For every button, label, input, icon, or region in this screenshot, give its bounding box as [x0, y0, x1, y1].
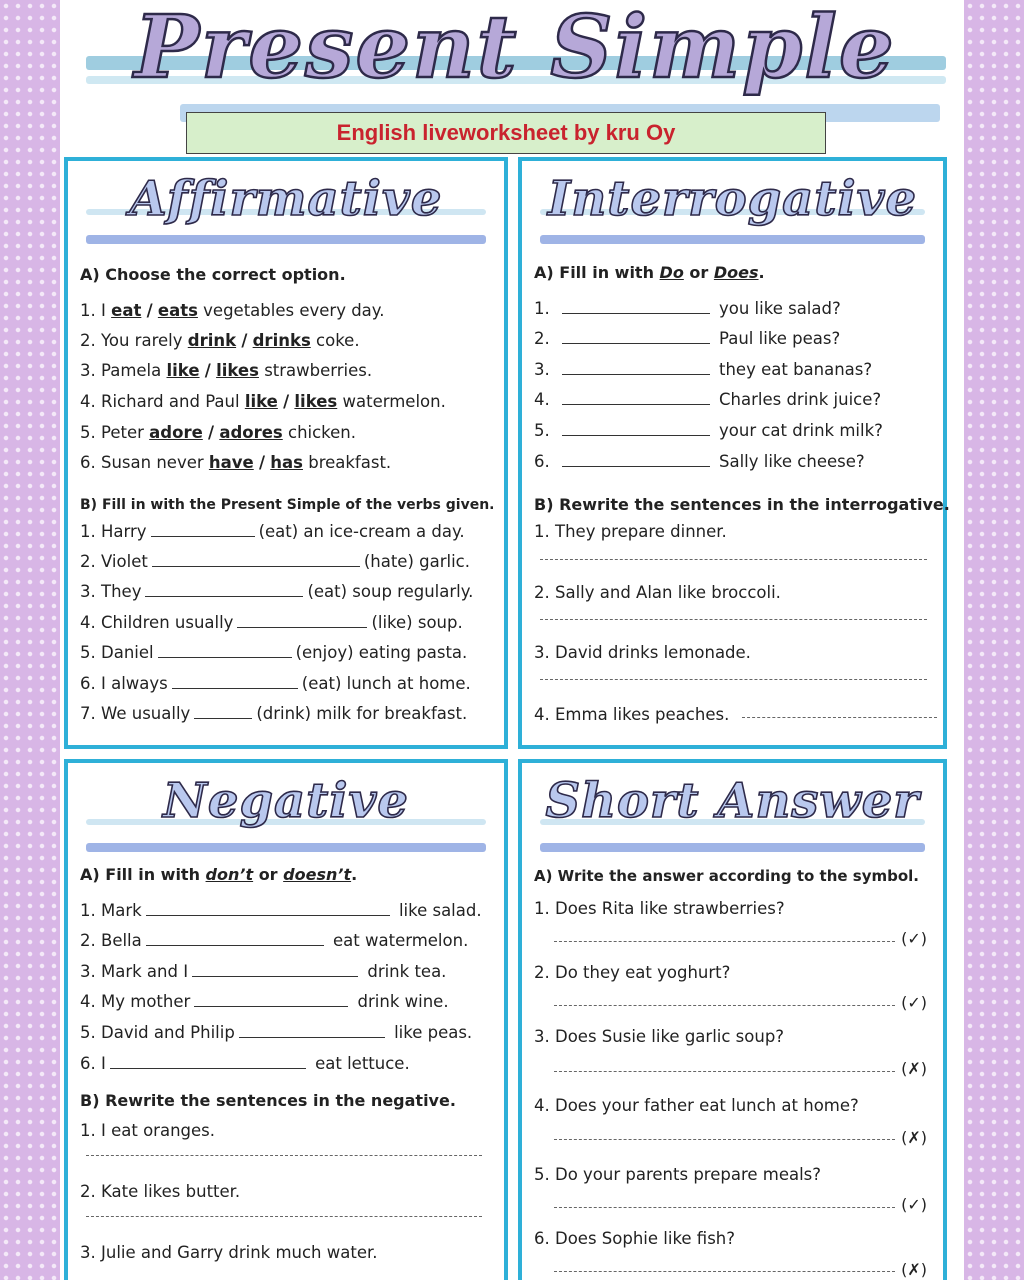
- answer-line[interactable]: [540, 559, 927, 560]
- list-item: 2. Violet (hate) garlic.: [80, 552, 470, 571]
- list-item: 3. Mark and I drink tea.: [80, 962, 447, 981]
- list-item: 5. Daniel (enjoy) eating pasta.: [80, 643, 468, 662]
- panel-stripe: [86, 843, 486, 852]
- answer-line[interactable]: [86, 1216, 482, 1217]
- answer-blank[interactable]: [146, 932, 324, 946]
- option-1[interactable]: eat: [111, 301, 142, 320]
- list-item: 1. I eat / eats vegetables every day.: [80, 301, 385, 320]
- answer-blank[interactable]: [194, 993, 348, 1007]
- list-item: 3. David drinks lemonade.: [534, 643, 751, 662]
- list-item: 2. Sally and Alan like broccoli.: [534, 583, 781, 602]
- list-item: 5. Do your parents prepare meals?: [534, 1165, 822, 1184]
- panel-stripe: [86, 235, 486, 244]
- answer-line[interactable]: [86, 1155, 482, 1156]
- list-item: 1. Harry (eat) an ice-cream a day.: [80, 522, 465, 541]
- answer-line[interactable]: [742, 717, 937, 718]
- list-item: 2. Paul like peas?: [534, 329, 841, 348]
- answer-blank[interactable]: [145, 583, 303, 597]
- answer-blank[interactable]: [562, 330, 710, 344]
- option-1[interactable]: have: [208, 453, 254, 472]
- answer-line[interactable]: [554, 1207, 895, 1208]
- list-item: 4. Children usually (like) soup.: [80, 613, 463, 632]
- answer-symbol: (✓): [901, 993, 927, 1012]
- answer-symbol: (✓): [901, 1195, 927, 1214]
- list-item: 2. Kate likes butter.: [80, 1182, 241, 1201]
- negative-title: Negative: [163, 773, 409, 829]
- list-item: 1. you like salad?: [534, 299, 841, 318]
- option-2[interactable]: drinks: [252, 331, 311, 350]
- list-item: 2. You rarely drink / drinks coke.: [80, 331, 360, 350]
- answer-blank[interactable]: [562, 300, 710, 314]
- list-item: 4. Does your father eat lunch at home?: [534, 1096, 859, 1115]
- list-item: 3. They (eat) soup regularly.: [80, 582, 474, 601]
- list-item: 2. Do they eat yoghurt?: [534, 963, 731, 982]
- section-heading: B) Rewrite the sentences in the negative.: [80, 1091, 456, 1110]
- section-heading: A) Choose the correct option.: [80, 265, 346, 284]
- answer-blank[interactable]: [192, 963, 358, 977]
- right-decorative-border: [964, 0, 1024, 1280]
- list-item: 1. Does Rita like strawberries?: [534, 899, 785, 918]
- answer-blank[interactable]: [237, 614, 367, 628]
- page-title: Present Simple: [134, 0, 896, 98]
- list-item: 2. Bella eat watermelon.: [80, 931, 469, 950]
- answer-blank[interactable]: [562, 453, 710, 467]
- section-heading: A) Fill in with don’t or doesn’t.: [80, 865, 358, 884]
- option-2[interactable]: eats: [157, 301, 198, 320]
- list-item: 1. I eat oranges.: [80, 1121, 216, 1140]
- list-item: 4. Emma likes peaches.: [534, 705, 730, 724]
- section-heading: A) Write the answer according to the symbol.: [534, 867, 919, 885]
- option-2[interactable]: adores: [219, 423, 283, 442]
- answer-blank[interactable]: [562, 391, 710, 405]
- list-item: 6. Sally like cheese?: [534, 452, 865, 471]
- negative-panel: [64, 759, 508, 1280]
- answer-line[interactable]: [554, 1271, 895, 1272]
- answer-symbol: (✓): [901, 929, 927, 948]
- answer-symbol: (✗): [901, 1059, 927, 1078]
- answer-line[interactable]: [554, 1005, 895, 1006]
- list-item: 6. I always (eat) lunch at home.: [80, 674, 471, 693]
- answer-symbol: (✗): [901, 1128, 927, 1147]
- panel-stripe: [540, 235, 925, 244]
- list-item: 3. Pamela like / likes strawberries.: [80, 361, 373, 380]
- answer-blank[interactable]: [158, 644, 292, 658]
- affirmative-title: Affirmative: [129, 171, 443, 227]
- affirmative-panel: [64, 157, 508, 749]
- answer-line[interactable]: [554, 1071, 895, 1072]
- answer-blank[interactable]: [194, 705, 252, 719]
- list-item: 6. I eat lettuce.: [80, 1054, 410, 1073]
- list-item: 4. Richard and Paul like / likes watermelon.: [80, 392, 446, 411]
- answer-line[interactable]: [540, 619, 927, 620]
- answer-blank[interactable]: [562, 422, 710, 436]
- answer-blank[interactable]: [172, 675, 298, 689]
- answer-symbol: (✗): [901, 1260, 927, 1279]
- panel-stripe: [540, 843, 925, 852]
- list-item: 4. My mother drink wine.: [80, 992, 449, 1011]
- list-item: 7. We usually (drink) milk for breakfast.: [80, 704, 468, 723]
- answer-line[interactable]: [554, 941, 895, 942]
- option-1[interactable]: adore: [149, 423, 203, 442]
- interrogative-title: Interrogative: [547, 171, 918, 227]
- list-item: 5. Peter adore / adores chicken.: [80, 423, 357, 442]
- answer-blank[interactable]: [146, 902, 390, 916]
- subtitle-banner: English liveworksheet by kru Oy: [186, 112, 826, 154]
- short-answer-panel: [518, 759, 947, 1280]
- option-2[interactable]: has: [270, 453, 303, 472]
- answer-blank[interactable]: [239, 1024, 385, 1038]
- option-1[interactable]: drink: [187, 331, 237, 350]
- list-item: 5. David and Philip like peas.: [80, 1023, 473, 1042]
- list-item: 1. They prepare dinner.: [534, 522, 727, 541]
- list-item: 3. they eat bananas?: [534, 360, 873, 379]
- list-item: 1. Mark like salad.: [80, 901, 482, 920]
- answer-blank[interactable]: [151, 523, 255, 537]
- answer-blank[interactable]: [562, 361, 710, 375]
- short-answer-title: Short Answer: [545, 773, 920, 829]
- list-item: 3. Julie and Garry drink much water.: [80, 1243, 378, 1262]
- option-2[interactable]: likes: [294, 392, 338, 411]
- option-2[interactable]: likes: [216, 361, 259, 380]
- section-heading: B) Rewrite the sentences in the interrogative.: [534, 495, 950, 514]
- list-item: 5. your cat drink milk?: [534, 421, 883, 440]
- answer-blank[interactable]: [110, 1055, 306, 1069]
- answer-line[interactable]: [540, 679, 927, 680]
- list-item: 4. Charles drink juice?: [534, 390, 882, 409]
- list-item: 3. Does Susie like garlic soup?: [534, 1027, 785, 1046]
- section-heading: B) Fill in with the Present Simple of the verbs given.: [80, 497, 495, 513]
- list-item: 6. Susan never have / has breakfast.: [80, 453, 392, 472]
- interrogative-panel: [518, 157, 950, 749]
- answer-line[interactable]: [554, 1139, 895, 1140]
- list-item: 6. Does Sophie like fish?: [534, 1229, 736, 1248]
- answer-blank[interactable]: [152, 553, 360, 567]
- option-1[interactable]: like: [244, 392, 278, 411]
- section-heading: A) Fill in with Do or Does.: [534, 263, 765, 282]
- left-decorative-border: [0, 0, 60, 1280]
- option-1[interactable]: like: [166, 361, 200, 380]
